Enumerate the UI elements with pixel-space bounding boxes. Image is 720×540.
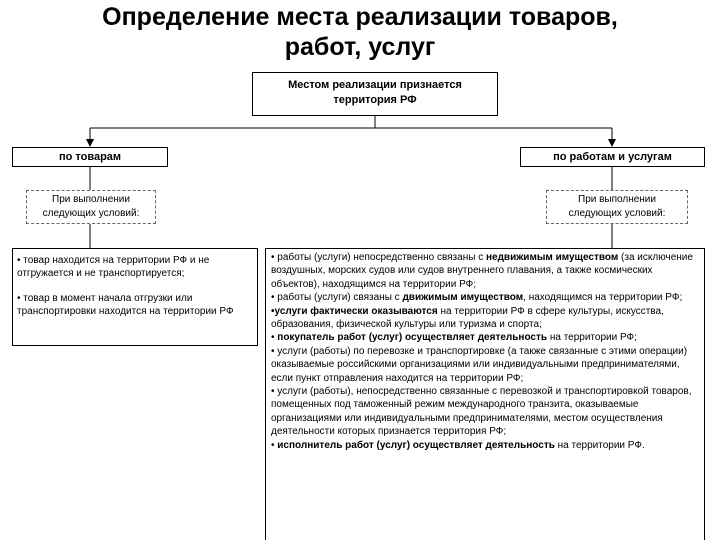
list-item-bold: покупатель работ (услуг) осуществляет деятельность	[277, 332, 548, 344]
list-item-bold: •услуги фактически оказываются	[271, 305, 438, 317]
list-item-pre: • работы (услуги) связаны с	[271, 292, 403, 304]
page-title-line2: работ, услуг	[284, 33, 436, 61]
goods-conditions-node	[26, 190, 156, 224]
list-item: • товар находится на территории РФ и не отгружается и не транспортируется;	[17, 255, 210, 279]
list-item-pre: • услуги (работы), непосредственно связанные с перевозкой и транспортировкой товаров, помещенных под таможенный режим международного транзита, оказываемые организациями или индивидуальными предпринимателями, местом осуществления деятельности которых признается территория РФ;	[271, 386, 692, 438]
list-item-post: на территории РФ;	[547, 332, 637, 344]
list-item-post: , находящимся на территории РФ;	[523, 292, 683, 304]
works-conditions-line2: следующих условий:	[568, 208, 666, 219]
list-item-pre: •	[271, 439, 278, 451]
goods-conditions-line1: При выполнении	[52, 194, 130, 205]
goods-node: по товарам	[12, 147, 168, 167]
list-item	[271, 251, 699, 291]
list-item	[271, 385, 699, 439]
root-node-line1: Местом реализации признается	[288, 79, 462, 91]
root-node-line2: территория РФ	[333, 94, 417, 106]
works-conditions-node	[546, 190, 688, 224]
root-node	[252, 72, 498, 116]
list-item-bold: движимым имуществом	[402, 292, 524, 304]
works-conditions-line1: При выполнении	[578, 194, 656, 205]
list-item	[271, 305, 699, 332]
works-conditions-list	[265, 248, 705, 540]
list-item-pre: • услуги (работы) по перевозке и транспортировке (а также связанные с этими операции) оказываемые российскими организациями или индивидуальными предпринимателями, если пункт отправления находится на территории РФ;	[271, 345, 688, 384]
list-item	[271, 345, 699, 385]
list-item-bold: недвижимым имуществом	[485, 252, 619, 263]
page-title-line1: Определение места реализации товаров,	[102, 3, 618, 31]
works-node: по работам и услугам	[520, 147, 705, 167]
goods-conditions-list	[12, 248, 258, 346]
list-item-pre: • работы (услуги) непосредственно связаны с	[271, 252, 486, 263]
list-item-post: на территории РФ в сфере культуры, искусства, образования, физической культуры или туризма и спорта;	[271, 305, 664, 331]
list-item-post: (за исключение воздушных, морских судов или судов внутреннего плавания, а также космических объектов), находящимся на территории РФ;	[271, 252, 693, 290]
list-item	[271, 439, 699, 452]
page-title	[0, 2, 720, 62]
list-item	[271, 291, 699, 304]
list-item-post: на территории РФ.	[554, 439, 645, 451]
list-item: • товар в момент начала отгрузки или транспортировки находится на территории РФ	[17, 293, 234, 317]
list-item-bold: исполнитель работ (услуг) осуществляет деятельность	[277, 439, 555, 451]
list-item-pre: •	[271, 332, 278, 344]
goods-conditions-line2: следующих условий:	[42, 208, 140, 219]
list-item	[271, 331, 699, 344]
